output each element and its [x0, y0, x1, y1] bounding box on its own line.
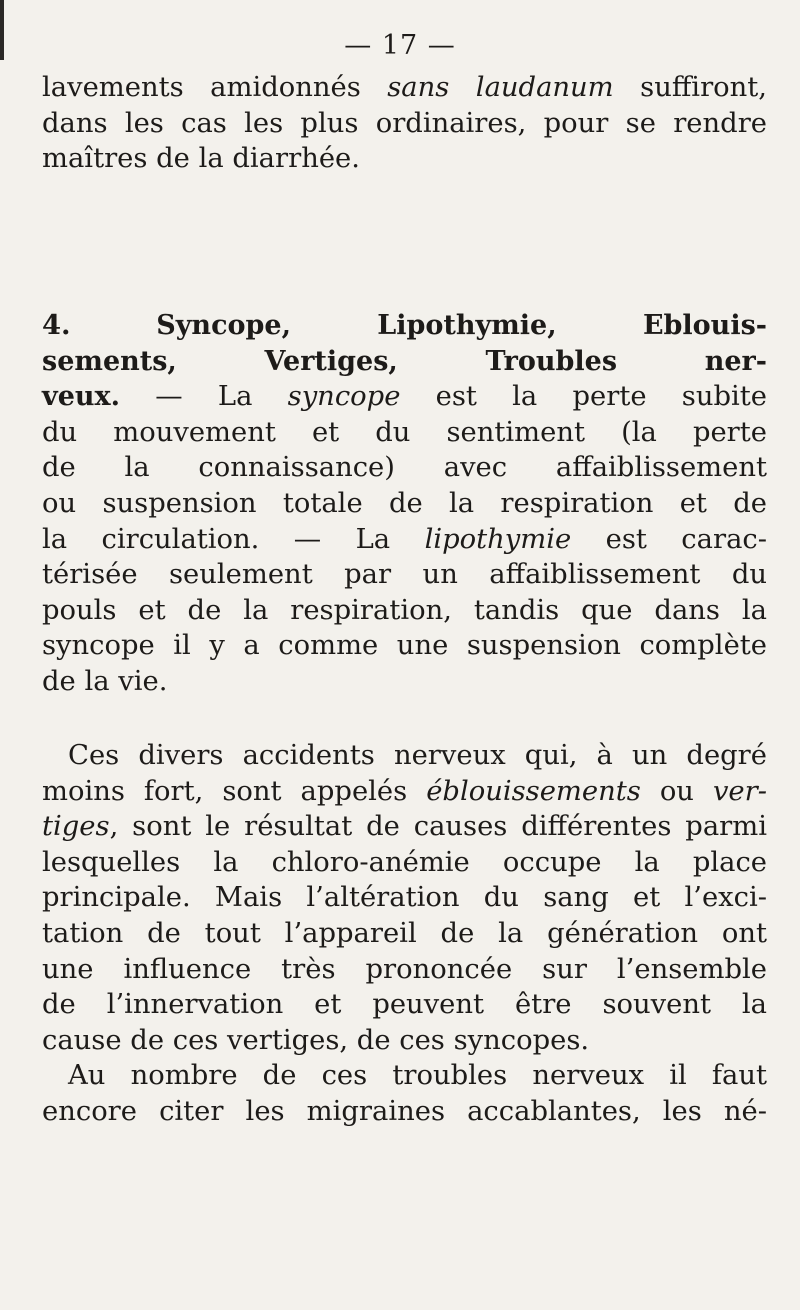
- text-line: Au nombre de ces troubles nerveux il faut: [68, 1060, 767, 1092]
- italic-term: éblouissements: [426, 775, 641, 807]
- italic-term: lipothymie: [424, 523, 572, 555]
- text-line: veux. — La syncope est la perte subite: [42, 381, 768, 413]
- text-line: la circulation. — La lipothymie est carac-: [42, 523, 767, 555]
- text-line: maîtres de la diarrhée.: [42, 143, 360, 175]
- text-line: cause de ces vertiges, de ces syncopes.: [42, 1024, 590, 1056]
- text-line: du mouvement et du sentiment (la perte: [42, 416, 767, 448]
- italic-term: ver-: [712, 775, 767, 807]
- text-line: ou suspension totale de la respiration et de: [42, 487, 767, 519]
- paragraph-diarrhee-end: [42, 70, 767, 177]
- text-line: une influence très prononcée sur l’ensemble: [42, 953, 767, 985]
- text-line: dans les cas les plus ordinaires, pour se rendre: [42, 107, 767, 139]
- text-line: tiges, sont le résultat de causes différentes parmi: [42, 811, 767, 843]
- section-4-syncope: [42, 308, 767, 700]
- text-line: pouls et de la respiration, tandis que dans la: [42, 594, 767, 626]
- text-line: lavements amidonnés sans laudanum suffiront,: [42, 72, 768, 103]
- italic-term: tiges: [42, 811, 110, 843]
- text-line: de la vie.: [42, 665, 168, 697]
- italic-term: syncope: [287, 381, 401, 413]
- section-heading: veux.: [42, 381, 120, 413]
- section-number: 4.: [42, 309, 71, 341]
- text-line: de la connaissance) avec affaiblissement: [42, 452, 767, 484]
- section-heading-line: [42, 308, 767, 344]
- text-line: lesquelles la chloro-anémie occupe la place: [42, 846, 767, 878]
- section-heading-line: [42, 344, 767, 380]
- text-line: principale. Mais l’altération du sang et l’exci-: [42, 882, 767, 914]
- text-line: moins fort, sont appelés éblouissements ou ver-: [42, 775, 767, 807]
- section-heading: sements, Vertiges, Troubles ner-: [42, 345, 767, 377]
- section-heading: Syncope, Lipothymie, Eblouis-: [156, 310, 767, 341]
- text-line: syncope il y a comme une suspension complète: [42, 630, 767, 662]
- italic-term: sans laudanum: [387, 72, 614, 103]
- paragraph-accidents-nerveux: [42, 738, 767, 1130]
- text-line: encore citer les migraines accablantes, les né-: [42, 1095, 767, 1127]
- text-line: de l’innervation et peuvent être souvent la: [42, 989, 767, 1021]
- text-line: térisée seulement par un affaiblissement du: [42, 559, 767, 591]
- text-line: Ces divers accidents nerveux qui, à un degré: [68, 740, 767, 771]
- page-number: — 17 —: [344, 30, 456, 61]
- text-line: tation de tout l’appareil de la génération ont: [42, 917, 767, 949]
